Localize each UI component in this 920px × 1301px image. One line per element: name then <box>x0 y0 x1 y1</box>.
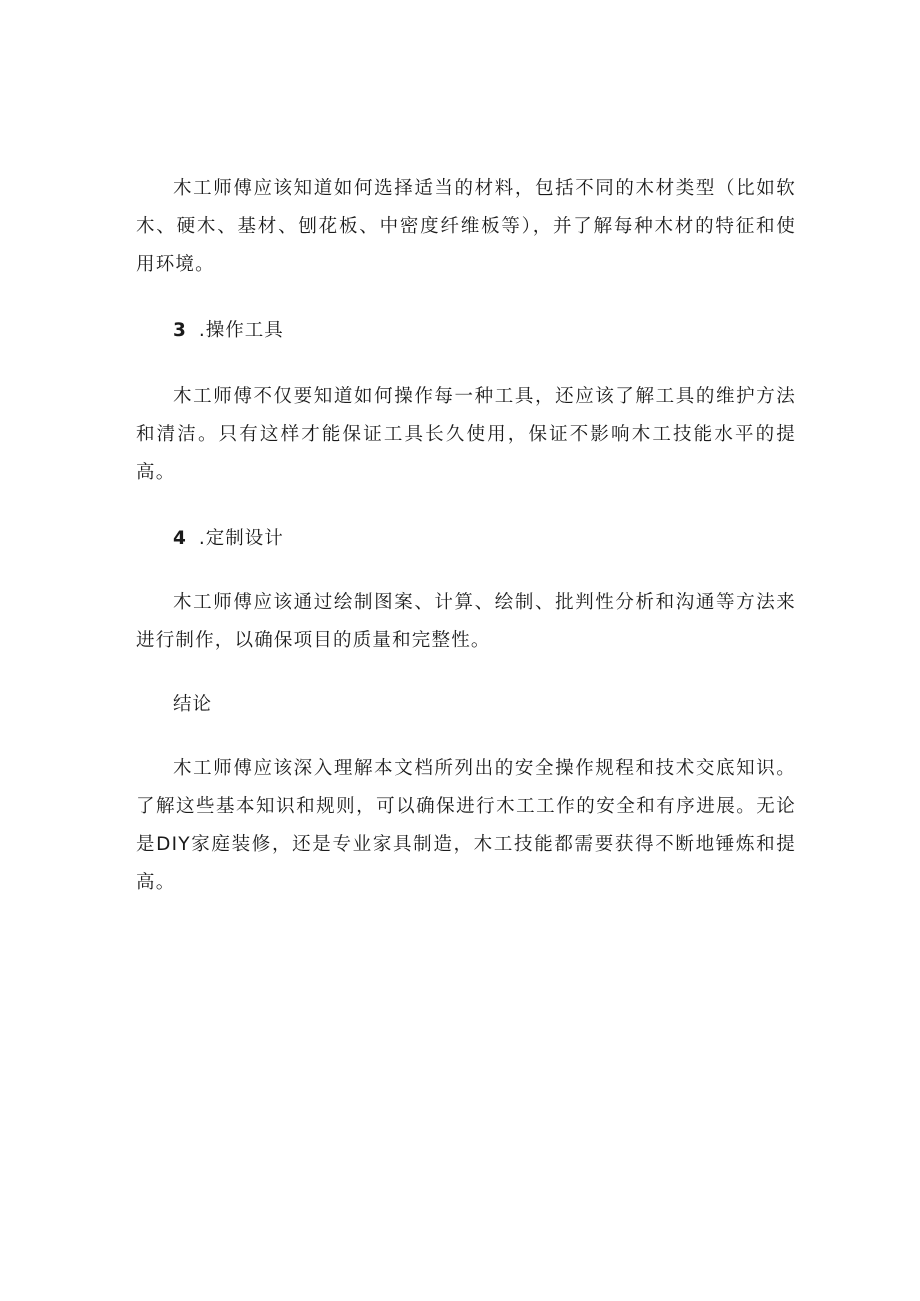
paragraph-design: 木工师傅应该通过绘制图案、计算、绘制、批判性分析和沟通等方法来进行制作，以确保项目的质量和完整性。 <box>136 592 796 651</box>
spacer <box>136 284 796 312</box>
paragraph-materials: 木工师傅应该知道如何选择适当的材料，包括不同的木材类型（比如软木、硬木、基材、刨花板、中密度纤维板等），并了解每种木材的特征和使用环境。 <box>136 178 796 275</box>
section-heading-tools <box>136 312 796 350</box>
conclusion-heading: 结论 <box>173 694 213 715</box>
spacer <box>136 350 796 378</box>
spacer <box>136 558 796 584</box>
paragraph-conclusion: 木工师傅应该深入理解本文档所列出的安全操作规程和技术交底知识。了解这些基本知识和规则，可以确保进行木工工作的安全和有序进展。无论是DIY家庭装修，还是专业家具制造，木工技能都需要获得不断地锤炼和提高。 <box>136 758 796 893</box>
section-heading-design <box>136 520 796 558</box>
section-title: .定制设计 <box>198 528 284 549</box>
spacer <box>136 724 796 750</box>
spacer <box>136 660 796 686</box>
section-title: .操作工具 <box>198 320 284 341</box>
section-number: 3 <box>173 320 187 341</box>
document-body <box>136 170 796 902</box>
section-number: 4 <box>173 528 187 549</box>
paragraph-tools: 木工师傅不仅要知道如何操作每一种工具，还应该了解工具的维护方法和清洁。只有这样才能保证工具长久使用，保证不影响木工技能水平的提高。 <box>136 386 796 483</box>
spacer <box>136 492 796 520</box>
